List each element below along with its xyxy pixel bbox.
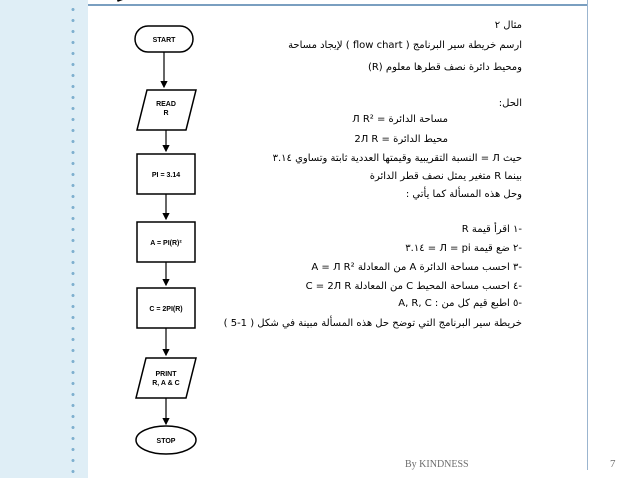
read-label: READ bbox=[156, 101, 176, 108]
circumference-label: C = 2PI(R) bbox=[149, 306, 183, 313]
page-number: 7 bbox=[610, 458, 616, 470]
where-line: حيث Л = النسبة التقريبية وقيمتها العددية ثابتة وتساوي ٣.١٤ bbox=[272, 153, 522, 164]
print-output bbox=[136, 358, 196, 398]
task-line-2: ومحيط دائرة نصف قطرها معلوم (R) bbox=[367, 62, 522, 73]
footer-author: By KINDNESS bbox=[405, 459, 469, 470]
example-title: مثال ٢ bbox=[494, 20, 522, 31]
step-2: -٢ ضع قيمة Л = pi = ٣.١٤ bbox=[405, 243, 522, 254]
pi-label: PI = 3.14 bbox=[151, 172, 181, 179]
figure-caption: خريطة سير البرنامج التي توضح حل هذه المسألة مبينة في شكل ( 1-5 ) bbox=[223, 318, 522, 329]
circumference-formula: محيط الدائرة = 2Л R bbox=[354, 134, 448, 145]
solution-heading: الحل: bbox=[498, 98, 522, 109]
while-line: بينما R متغير يمثل نصف قطر الدائرة bbox=[369, 171, 522, 182]
print-label: PRINT bbox=[155, 371, 177, 378]
start-label: START bbox=[152, 37, 176, 44]
print-vars: R, A & C bbox=[152, 380, 180, 387]
area-label: A = PI(R)² bbox=[150, 240, 182, 247]
area-formula: مساحة الدائرة = Л R² bbox=[352, 114, 448, 125]
step-1: -١ اقرأ قيمة R bbox=[461, 224, 522, 235]
step-5: -٥ اطبع قيم كل من : A, R, C bbox=[398, 298, 522, 309]
solve-line: وحل هذه المسألة كما يأتي : bbox=[405, 189, 522, 200]
step-4: -٤ احسب مساحة المحيط C من المعادلة C = 2Л R bbox=[305, 281, 522, 292]
task-line-1: ارسم خريطة سير البرنامج ( flow chart ) لإيجاد مساحة bbox=[288, 40, 522, 51]
step-3: -٣ احسب مساحة الدائرة A من المعادلة A = Л R² bbox=[311, 262, 522, 273]
read-var: R bbox=[163, 110, 169, 117]
stop-label: STOP bbox=[156, 438, 176, 445]
